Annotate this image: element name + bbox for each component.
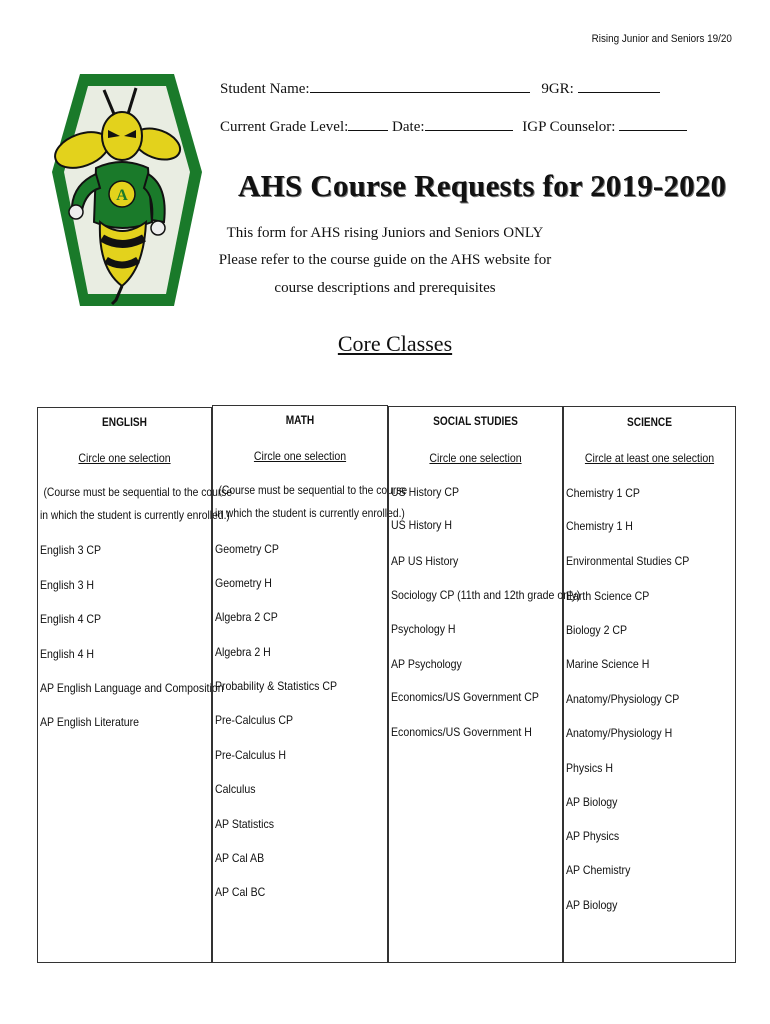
page-title: AHS Course Requests for 2019-2020 — [238, 168, 727, 203]
english-course-item[interactable]: English 3 CP — [40, 543, 102, 557]
science-course-item[interactable]: AP Chemistry — [566, 863, 631, 877]
math-course-item[interactable]: Geometry CP — [215, 542, 279, 556]
intro-line-2: Please refer to the course guide on the AHS website for — [218, 252, 552, 268]
social-studies-course-item[interactable]: Sociology CP (11th and 12th grade only) — [391, 588, 581, 602]
header-note: Rising Junior and Seniors 19/20 — [591, 33, 732, 45]
math-heading: MATH — [285, 415, 315, 427]
english-course-item[interactable]: AP English Language and Composition — [40, 681, 224, 695]
science-instruction: Circle at least one selection — [584, 451, 715, 465]
science-course-item[interactable]: Anatomy/Physiology H — [566, 726, 673, 740]
english-instruction: Circle one selection — [78, 451, 171, 465]
math-column — [212, 405, 408, 963]
math-course-item[interactable]: AP Statistics — [215, 817, 275, 831]
social-studies-course-item[interactable]: US History CP — [391, 485, 460, 499]
science-course-item[interactable]: Anatomy/Physiology CP — [566, 692, 680, 706]
science-course-item[interactable]: Physics H — [566, 761, 613, 775]
math-course-item[interactable]: Algebra 2 CP — [215, 610, 278, 624]
igp-counselor-label: IGP Counselor: — [522, 119, 616, 135]
igp-counselor-field[interactable] — [619, 116, 687, 131]
current-grade-label: Current Grade Level: — [220, 119, 349, 135]
social-studies-course-item[interactable]: Psychology H — [391, 622, 456, 636]
social-studies-course-item[interactable]: AP US History — [391, 554, 459, 568]
current-grade-field[interactable] — [348, 116, 388, 131]
social-studies-heading: SOCIAL STUDIES — [433, 416, 518, 428]
science-heading: SCIENCE — [627, 417, 672, 429]
science-course-item[interactable]: Earth Science CP — [566, 589, 650, 603]
math-course-item[interactable]: Geometry H — [215, 576, 272, 590]
logo-letter: A — [116, 187, 128, 204]
date-label: Date: — [392, 119, 425, 135]
math-course-item[interactable]: AP Cal BC — [215, 885, 266, 899]
english-course-item[interactable]: English 3 H — [40, 578, 95, 592]
science-course-item[interactable]: AP Biology — [566, 898, 618, 912]
english-column — [37, 407, 233, 963]
math-course-item[interactable]: AP Cal AB — [215, 851, 265, 865]
science-course-item[interactable]: Biology 2 CP — [566, 623, 628, 637]
grade-date-row — [220, 116, 687, 136]
student-name-label: Student Name: — [220, 81, 310, 97]
math-course-item[interactable]: Pre-Calculus CP — [215, 713, 294, 727]
science-course-item[interactable]: AP Biology — [566, 795, 618, 809]
science-course-item[interactable]: Chemistry 1 H — [566, 519, 633, 533]
social-studies-instruction: Circle one selection — [429, 451, 522, 465]
english-course-item[interactable]: English 4 H — [40, 647, 95, 661]
grade9-label: 9GR: — [541, 81, 574, 97]
math-course-item[interactable]: Algebra 2 H — [215, 645, 271, 659]
english-note — [40, 481, 232, 527]
student-name-field[interactable] — [310, 78, 530, 93]
social-studies-course-item[interactable]: Economics/US Government CP — [391, 690, 539, 704]
english-course-item[interactable]: English 4 CP — [40, 612, 102, 626]
math-instruction: Circle one selection — [253, 449, 347, 463]
english-heading: ENGLISH — [102, 417, 147, 429]
english-course-item[interactable]: AP English Literature — [40, 715, 140, 729]
science-column — [563, 406, 736, 963]
social-studies-column — [388, 406, 581, 963]
school-logo — [52, 72, 202, 308]
section-title: Core Classes — [337, 331, 453, 356]
math-note — [215, 479, 407, 525]
math-note-line-2: in which the student is currently enrolled.) — [215, 506, 405, 520]
math-note-line-1: (Course must be sequential to the course — [218, 483, 408, 497]
math-course-item[interactable]: Probability & Statistics CP — [215, 679, 338, 693]
english-note-line-2: in which the student is currently enrolled.) — [40, 508, 230, 522]
intro-line-1: This form for AHS rising Juniors and Seniors ONLY — [226, 225, 544, 241]
date-field[interactable] — [425, 116, 513, 131]
student-name-row — [220, 78, 660, 98]
science-course-item[interactable]: AP Physics — [566, 829, 620, 843]
math-course-item[interactable]: Pre-Calculus H — [215, 748, 287, 762]
social-studies-course-item[interactable]: AP Psychology — [391, 657, 462, 671]
science-course-item[interactable]: Chemistry 1 CP — [566, 486, 640, 500]
social-studies-course-item[interactable]: Economics/US Government H — [391, 725, 532, 739]
social-studies-course-item[interactable]: US History H — [391, 518, 453, 532]
science-course-item[interactable]: Marine Science H — [566, 657, 650, 671]
intro-line-3: course descriptions and prerequisites — [274, 280, 496, 296]
english-note-line-1: (Course must be sequential to the course — [43, 485, 233, 499]
grade9-field[interactable] — [578, 78, 660, 93]
math-course-item[interactable]: Calculus — [215, 782, 256, 796]
science-course-item[interactable]: Environmental Studies CP — [566, 554, 690, 568]
